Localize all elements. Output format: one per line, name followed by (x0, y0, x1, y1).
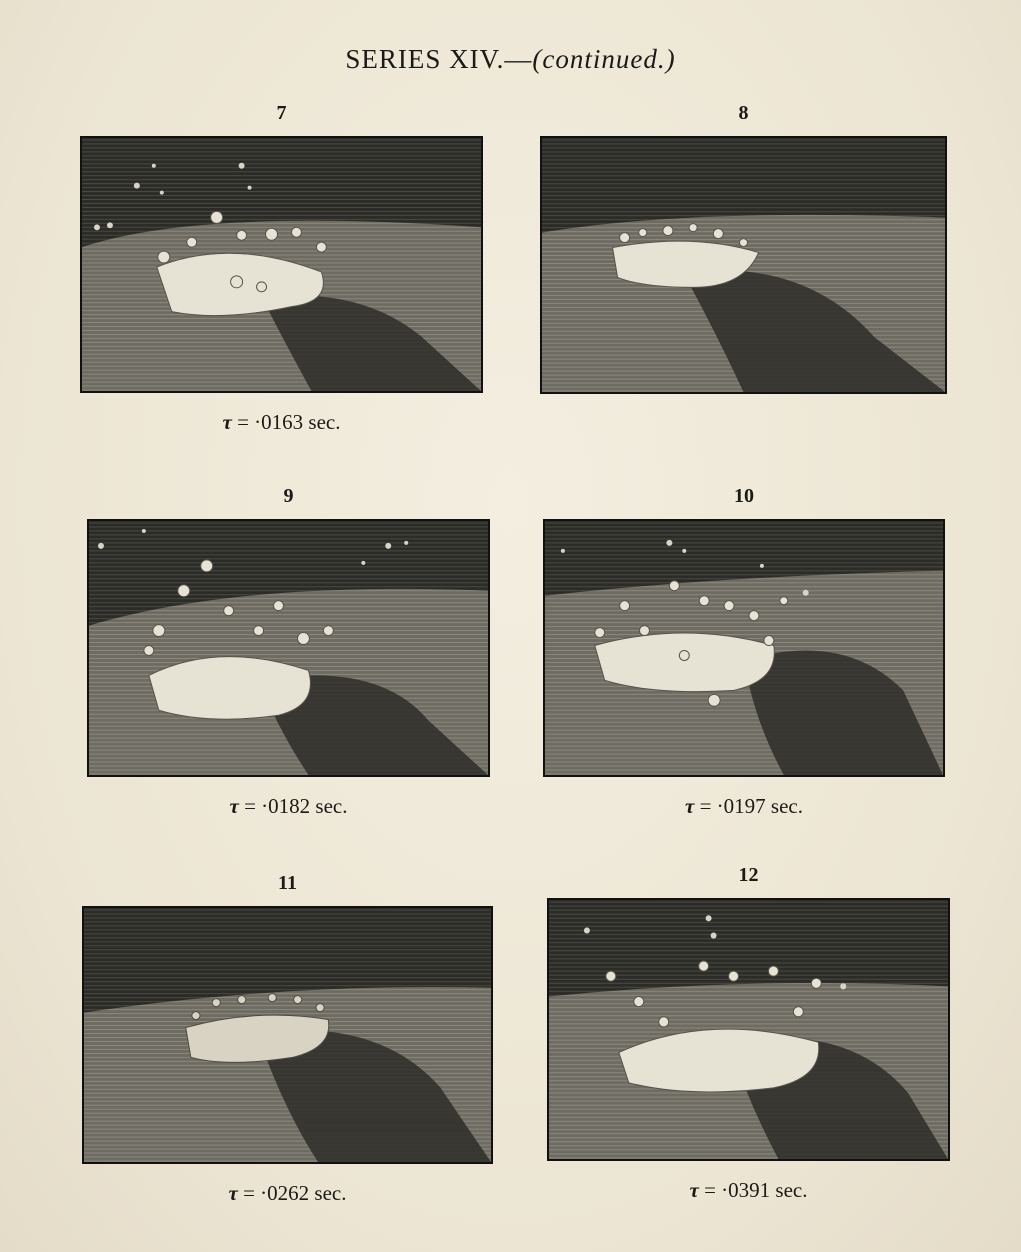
plate-10 (543, 485, 945, 818)
plate-number: 9 (283, 485, 294, 507)
plate-caption (547, 1178, 950, 1203)
plate-number: 11 (278, 872, 297, 894)
time-value: = ·0391 sec. (704, 1178, 808, 1202)
splash-photograph (80, 136, 483, 393)
page-title (0, 44, 1021, 75)
plate-11 (82, 872, 493, 1205)
tau-symbol: τ (229, 794, 239, 818)
plate-number: 7 (276, 102, 287, 124)
tau-symbol: τ (222, 410, 232, 434)
plate-9 (87, 485, 490, 818)
plate-number: 10 (734, 485, 754, 507)
plate-caption (543, 794, 945, 819)
splash-photograph (547, 898, 950, 1161)
plate-caption (87, 794, 490, 819)
plate-12 (547, 864, 950, 1202)
tau-symbol: τ (685, 794, 695, 818)
time-value: = ·0262 sec. (243, 1181, 347, 1205)
splash-photograph (82, 906, 493, 1164)
time-value: = ·0163 sec. (237, 410, 341, 434)
time-value: = ·0182 sec. (244, 794, 348, 818)
plate-number: 12 (738, 864, 759, 886)
splash-photograph (543, 519, 945, 777)
plate-7 (80, 102, 483, 434)
plate-caption (82, 1181, 493, 1206)
continued-label: (continued.) (532, 44, 676, 74)
splash-photograph (87, 519, 490, 777)
series-title: SERIES XIV.— (345, 44, 533, 74)
splash-photograph (540, 136, 947, 394)
time-value: = ·0197 sec. (699, 794, 803, 818)
plate-caption (80, 410, 483, 435)
plate-8 (540, 102, 947, 394)
tau-symbol: τ (228, 1181, 238, 1205)
plate-number: 8 (738, 102, 749, 124)
tau-symbol: τ (689, 1178, 699, 1202)
